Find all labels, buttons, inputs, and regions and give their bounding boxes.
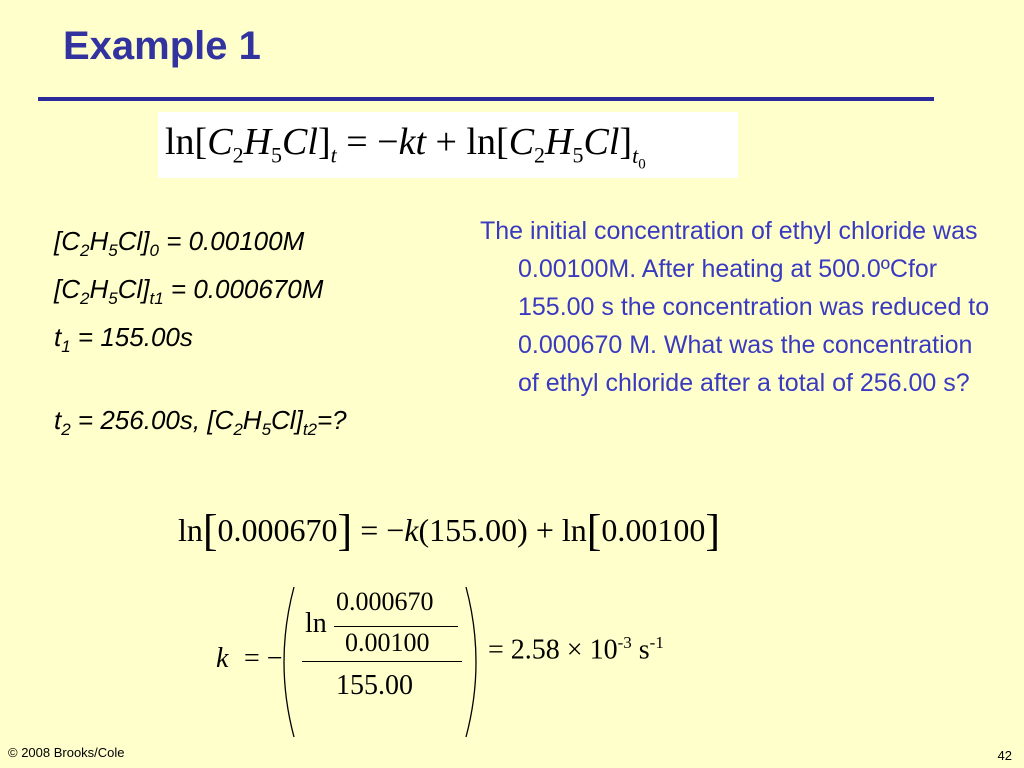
main-fraction-bar [302, 661, 462, 662]
ratio-fraction-bar [334, 626, 458, 627]
substituted-equation: ln[0.000670] = −k(155.00) + ln[0.00100] [178, 506, 721, 555]
problem-statement [480, 212, 990, 402]
slide-number: 42 [997, 748, 1012, 763]
k-symbol: k [216, 643, 229, 674]
ratio-numerator: 0.000670 [336, 587, 434, 616]
ratio-denominator: 0.00100 [345, 628, 430, 657]
given-concentration-t1: $[C_2H_5Cl]_{t1} = 0.000670M$ [54, 274, 324, 309]
slide-title: Example 1 [63, 24, 261, 68]
given-values [54, 222, 347, 449]
given-initial-concentration: $[C_2H_5Cl]_0 = 0.00100M$ [54, 226, 305, 261]
unknown-concentration-t2: $t_2 = 256.00s$, $[C_2H_5Cl]_{t2}=$? [54, 404, 347, 439]
problem-text: The initial concentration of ethyl chloride was 0.00100M. After heating at 500.0ºCfor 155.00 s the concentration was reduced to 0.000670 M. What was the concentration of ethyl chloride after a total of 256.00 s? [480, 217, 990, 397]
integrated-rate-law-equation: $\ln[C_2H_5Cl]_t = -kt + \ln[C_2H_5Cl]_{t_0}$ [165, 121, 646, 172]
rate-constant-result: = $2.58 \times 10^{-3}$ $s^{-1}$ [488, 633, 664, 666]
title-underline [38, 97, 934, 101]
ln-operator: ln [305, 608, 327, 639]
given-time-t1: $t_1 = 155.00s$ [54, 322, 193, 357]
time-denominator: 155.00 [336, 670, 413, 701]
equals-minus: = − [244, 643, 283, 674]
copyright-notice: © 2008 Brooks/Cole [8, 745, 125, 760]
